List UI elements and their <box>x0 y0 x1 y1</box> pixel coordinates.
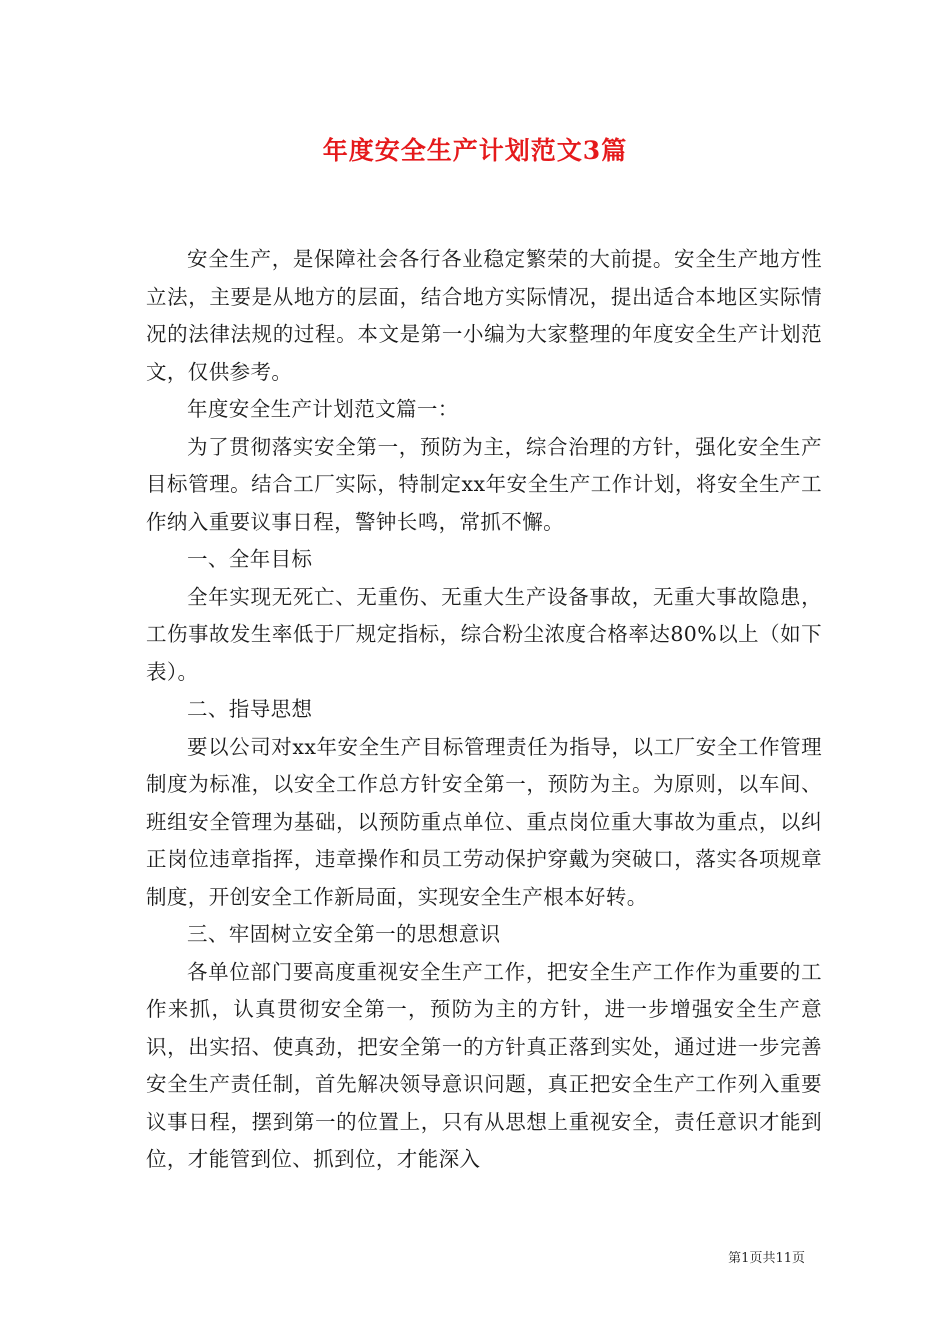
page-number: 第1页共11页 <box>728 1251 805 1266</box>
paragraph-intro: 安全生产，是保障社会各行各业稳定繁荣的大前提。安全生产地方性立法，主要是从地方的层面，结合地方实际情况，提出适合本地区实际情况的法律法规的过程。本文是第一小编为大家整理的年度安全生产计划范文，仅供参考。 <box>146 247 822 384</box>
paragraph-guiding-idea: 要以公司对xx年安全生产目标管理责任为指导，以工厂安全工作管理制度为标准，以安全工作总方针安全第一，预防为主。为原则，以车间、班组安全管理为基础，以预防重点单位、重点岗位重大事故为重点，以纠正岗位违章指挥，违章操作和员工劳动保护穿戴为突破口，落实各项规章制度，开创安全工作新局面，实现安全生产根本好转。 <box>146 734 822 909</box>
section-heading-part-one: 年度安全生产计划范文篇一： <box>187 397 459 421</box>
paragraph-safety-awareness: 各单位部门要高度重视安全生产工作，把安全生产工作作为重要的工作来抓，认真贯彻安全第一，预防为主的方针，进一步增强安全生产意识，出实招、使真劲，把安全第一的方针真正落到实处，通过进一步完善安全生产责任制，首先解决领导意识问题，真正把安全生产工作列入重要议事日程，摆到第一的位置上，只有从思想上重视安全，责任意识才能到位，才能管到位、抓到位，才能深入 <box>146 959 822 1171</box>
section-heading-annual-goal: 一、全年目标 <box>187 547 313 571</box>
paragraph-annual-goal: 全年实现无死亡、无重伤、无重大生产设备事故，无重大事故隐患，工伤事故发生率低于厂规定指标，综合粉尘浓度合格率达80%以上（如下表）。 <box>146 584 822 684</box>
paragraph-purpose: 为了贯彻落实安全第一，预防为主，综合治理的方针，强化安全生产目标管理。结合工厂实际，特制定xx年安全生产工作计划，将安全生产工作纳入重要议事日程，警钟长鸣，常抓不懈。 <box>146 434 822 534</box>
section-heading-guiding-idea: 二、指导思想 <box>187 697 313 721</box>
document-body <box>146 241 822 1179</box>
section-heading-safety-awareness: 三、牢固树立安全第一的思想意识 <box>187 922 501 946</box>
page-title: 年度安全生产计划范文3篇 <box>322 136 628 165</box>
